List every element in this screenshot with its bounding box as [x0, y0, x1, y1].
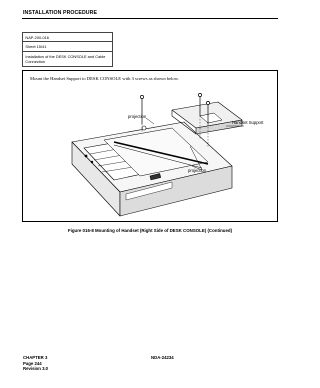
- info-row-procedure-id: NAP-200-016: [23, 33, 112, 42]
- info-row-sheet: Sheet 15/41: [23, 42, 112, 51]
- info-row-description: Installation of the DESK CONSOLE and Cable Connection: [25, 53, 106, 64]
- footer-page: Page 244: [23, 360, 42, 366]
- callout-projection-bottom: projection: [188, 168, 207, 173]
- page-header-title: INSTALLATION PROCEDURE: [23, 10, 98, 16]
- callout-handset-support: Handset Support: [232, 120, 264, 125]
- desk-console-illustration: [22, 70, 278, 222]
- figure-instruction: Mount the Handset Support to DESK CONSOLE with 3 screws as shown below.: [30, 76, 179, 81]
- header-rule: [22, 18, 278, 19]
- info-box: [22, 32, 113, 67]
- callout-projection-top: projection: [128, 114, 147, 119]
- footer-revision: Revision 3.0: [23, 366, 49, 372]
- footer-chapter: CHAPTER 3: [23, 355, 48, 360]
- footer-left: [23, 355, 48, 372]
- footer-doc-number: NDA-24234: [151, 355, 174, 360]
- figure-caption: Figure 016-8 Mounting of Handset (Right Side of DESK CONSOLE) (Continued): [67, 228, 233, 233]
